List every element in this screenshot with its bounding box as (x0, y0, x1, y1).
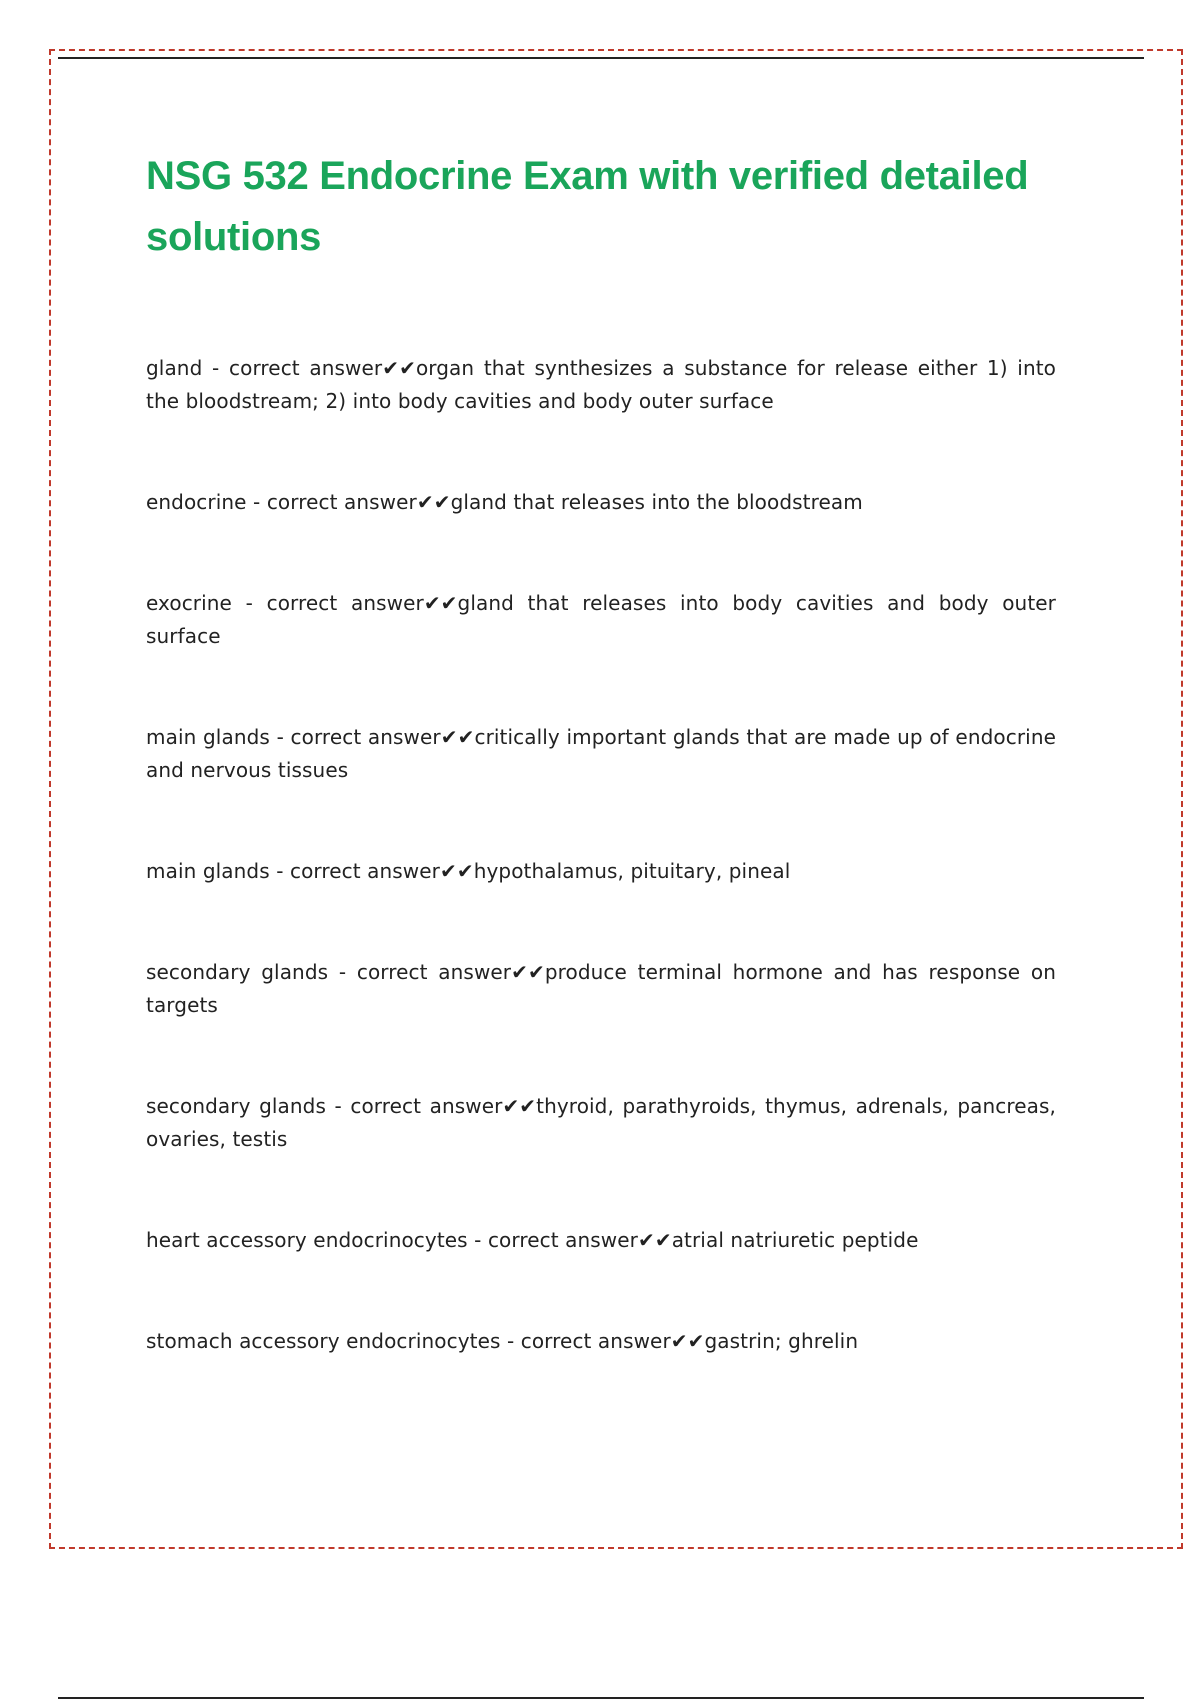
entry-term: endocrine (146, 490, 247, 514)
checkmark-icon: ✔✔ (637, 1228, 672, 1252)
entry-answer: gland that releases into the bloodstream (450, 490, 863, 514)
document-body (146, 146, 1056, 1426)
list-item (146, 855, 1056, 888)
entry-term: stomach accessory endocrinocytes (146, 1329, 501, 1353)
entry-separator: - (467, 1228, 488, 1252)
list-item (146, 956, 1056, 1022)
entry-term: main glands (146, 859, 270, 883)
checkmark-icon: ✔✔ (416, 490, 451, 514)
answer-label: correct answer (487, 1228, 638, 1252)
answer-label: correct answer (520, 1329, 671, 1353)
entry-answer: thyroid, parathyroids, thymus, adrenals, pancreas, ovaries, testis (146, 1094, 1056, 1151)
list-item (146, 721, 1056, 787)
checkmark-icon: ✔✔ (423, 591, 458, 615)
entry-term: heart accessory endocrinocytes (146, 1228, 468, 1252)
list-item (146, 1224, 1056, 1257)
entry-answer: organ that synthesizes a substance for release either 1) into the bloodstream; 2) into body cavities and body outer surface (146, 356, 1056, 413)
entry-separator: - (325, 1094, 351, 1118)
entry-term: main glands (146, 725, 270, 749)
page-title: NSG 532 Endocrine Exam with verified detailed solutions (146, 154, 1029, 259)
entry-answer: hypothalamus, pituitary, pineal (473, 859, 791, 883)
entry-answer: produce terminal hormone and has response on targets (146, 960, 1056, 1017)
answer-label: correct answer (229, 356, 383, 380)
entry-separator: - (269, 725, 291, 749)
checkmark-icon: ✔✔ (511, 960, 545, 984)
list-item (146, 352, 1056, 418)
entry-answer: atrial natriuretic peptide (671, 1228, 919, 1252)
entry-answer: gland that releases into body cavities and body outer surface (146, 591, 1056, 648)
list-item (146, 587, 1056, 653)
entry-separator: - (202, 356, 230, 380)
entry-term: secondary glands (146, 960, 329, 984)
entry-separator: - (269, 859, 290, 883)
answer-label: correct answer (289, 859, 440, 883)
answer-label: correct answer (356, 960, 512, 984)
list-item (146, 1325, 1056, 1358)
entry-separator: - (328, 960, 357, 984)
entry-separator: - (500, 1329, 521, 1353)
entry-answer: gastrin; ghrelin (704, 1329, 859, 1353)
checkmark-icon: ✔✔ (670, 1329, 705, 1353)
answer-label: correct answer (266, 591, 424, 615)
checkmark-icon: ✔✔ (440, 859, 474, 883)
entry-term: gland (146, 356, 203, 380)
entry-separator: - (231, 591, 267, 615)
checkmark-icon: ✔✔ (502, 1094, 537, 1118)
entry-term: secondary glands (146, 1094, 326, 1118)
answer-label: correct answer (290, 725, 441, 749)
flashcard-list (146, 352, 1056, 1358)
list-item (146, 1090, 1056, 1156)
entry-term: exocrine (146, 591, 232, 615)
answer-label: correct answer (266, 490, 417, 514)
list-item (146, 486, 1056, 519)
checkmark-icon: ✔✔ (440, 725, 475, 749)
footer-rule (58, 1697, 1144, 1699)
answer-label: correct answer (350, 1094, 503, 1118)
entry-separator: - (246, 490, 267, 514)
entry-answer: critically important glands that are made up of endocrine and nervous tissues (146, 725, 1057, 782)
checkmark-icon: ✔✔ (382, 356, 416, 380)
